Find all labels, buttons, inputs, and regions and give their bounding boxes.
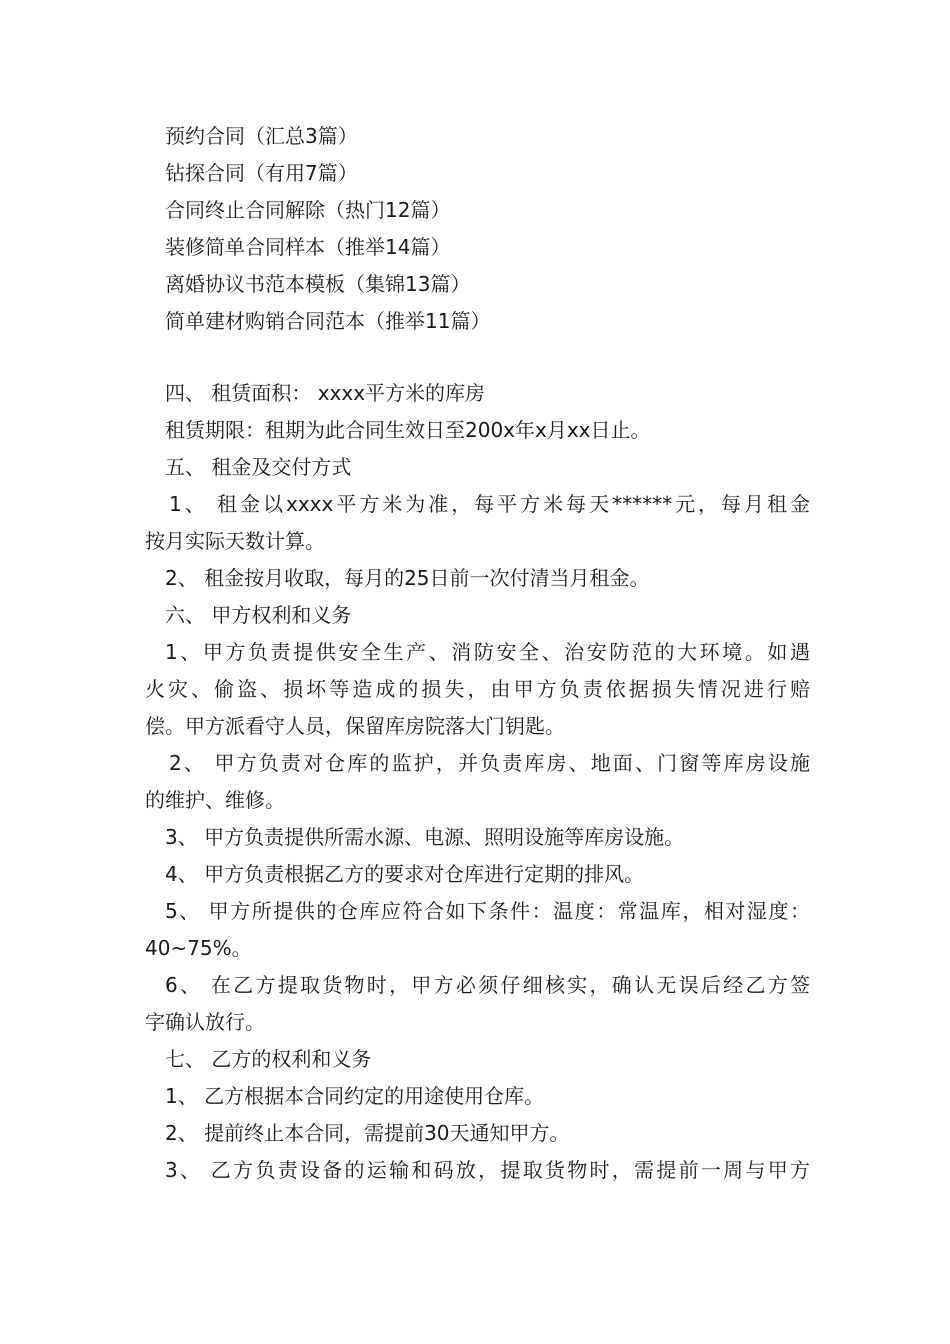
paragraph-line: 1、 乙方根据本合同约定的用途使用仓库。: [165, 1084, 545, 1108]
section-heading: 五、 租金及交付方式: [165, 455, 352, 479]
section-heading: 六、 甲方权利和义务: [165, 603, 352, 627]
paragraph-line: 3、 甲方负责提供所需水源、电源、照明设施等库房设施。: [165, 825, 685, 849]
paragraph-line: 5、 甲方所提供的仓库应符合如下条件：温度：常温库，相对湿度：: [165, 899, 810, 923]
paragraph-line: 2、 租金按月收取，每月的25日前一次付清当月租金。: [165, 566, 650, 590]
paragraph-line: 6、 在乙方提取货物时，甲方必须仔细核实，确认无误后经乙方签: [165, 973, 810, 997]
related-link[interactable]: 预约合同（汇总3篇）: [165, 124, 358, 148]
paragraph-line: 偿。甲方派看守人员，保留库房院落大门钥匙。: [145, 714, 565, 738]
paragraph-line: 1、甲方负责提供安全生产、消防安全、治安防范的大环境。如遇: [165, 640, 810, 664]
paragraph-line: 4、 甲方负责根据乙方的要求对仓库进行定期的排风。: [165, 862, 645, 886]
paragraph-line: 字确认放行。: [145, 1010, 265, 1034]
related-link[interactable]: 合同终止合同解除（热门12篇）: [165, 198, 451, 222]
paragraph-line: 40~75%。: [145, 936, 252, 960]
paragraph-line: 2、 提前终止本合同，需提前30天通知甲方。: [165, 1121, 570, 1145]
related-link[interactable]: 装修简单合同样本（推举14篇）: [165, 235, 451, 259]
section-heading: 四、 租赁面积： xxxx平方米的库房: [165, 381, 486, 405]
paragraph-line: 按月实际天数计算。: [145, 529, 325, 553]
paragraph-line: 火灾、偷盗、损坏等造成的损失，由甲方负责依据损失情况进行赔: [145, 677, 810, 701]
paragraph-line: 的维护、维修。: [145, 788, 285, 812]
contract-body: [145, 375, 810, 1189]
related-link[interactable]: 离婚协议书范本模板（集锦13篇）: [165, 272, 471, 296]
section-heading: 七、 乙方的权利和义务: [165, 1047, 372, 1071]
paragraph-line: 1、 租金以xxxx平方米为准，每平方米每天******元，每月租金: [169, 492, 810, 516]
paragraph-line: 2、 甲方负责对仓库的监护，并负责库房、地面、门窗等库房设施: [169, 751, 810, 775]
related-link[interactable]: 钻探合同（有用7篇）: [165, 161, 358, 185]
related-link[interactable]: 简单建材购销合同范本（推举11篇）: [165, 309, 491, 333]
paragraph-line: 3、 乙方负责设备的运输和码放，提取货物时，需提前一周与甲方: [165, 1158, 810, 1182]
related-links-list: [165, 118, 490, 340]
paragraph-line: 租赁期限：租期为此合同生效日至200x年x月xx日止。: [165, 418, 651, 442]
